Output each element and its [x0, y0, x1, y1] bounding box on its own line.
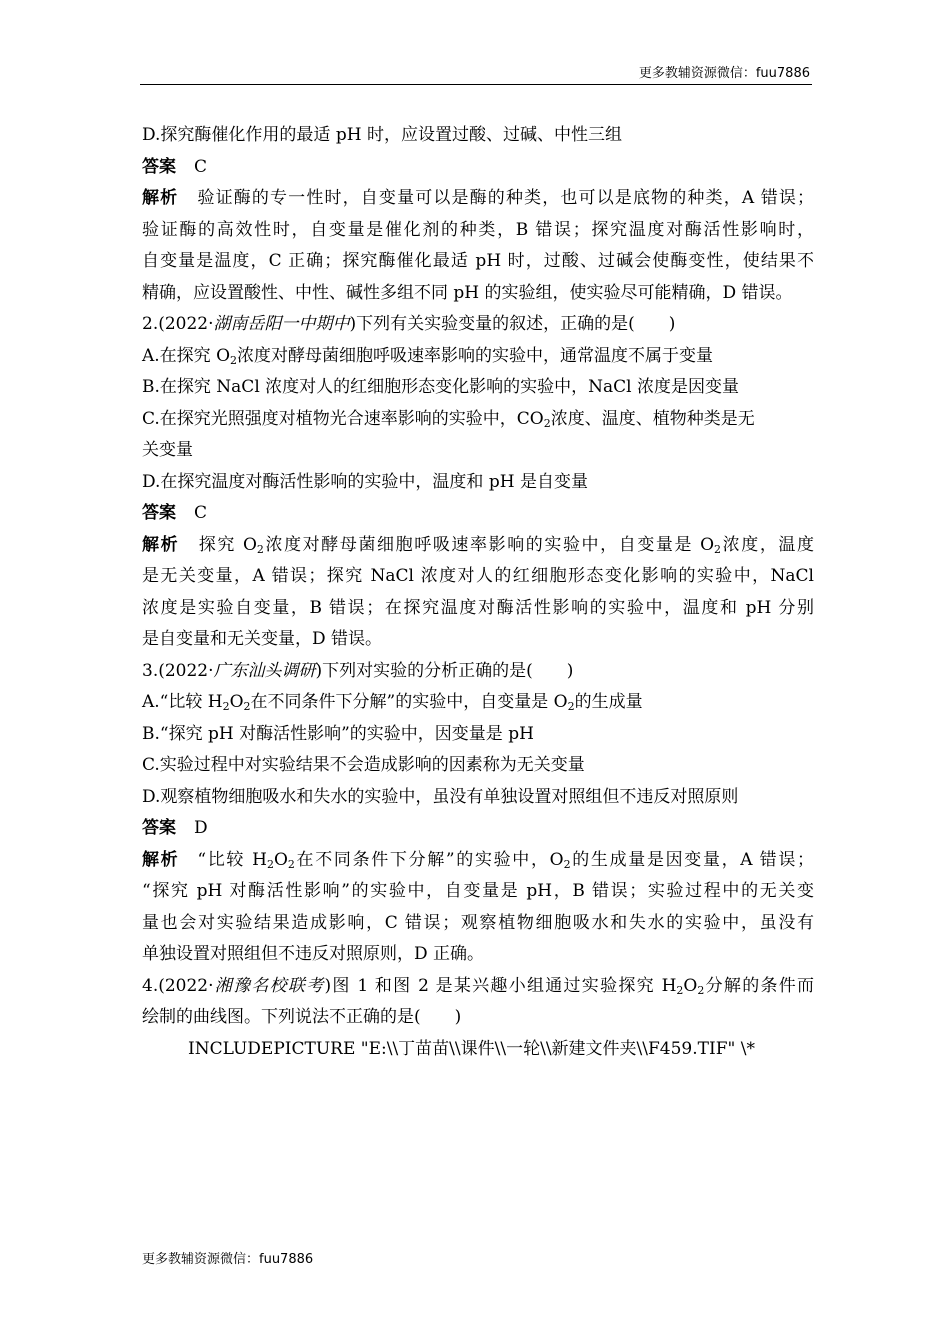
q3-a-text-4: 的生成量 — [574, 692, 643, 712]
q4-stem-text-2: O — [683, 975, 698, 996]
document-body — [142, 120, 814, 1065]
q1-analysis-line-2: 验证酶的高效性时，自变量是催化剂的种类，B 错误；探究温度对酶活性影响时， — [142, 219, 814, 240]
q3-a-text: A.“比较 H — [142, 692, 223, 712]
q2-answer — [142, 498, 814, 530]
q1-analysis-line-4: 精确，应设置酸性、中性、碱性多组不同 pH 的实验组，使实验尽可能精确，D 错误。 — [142, 282, 793, 303]
analysis-label: 解析 — [142, 188, 179, 208]
q2-analysis-line-1 — [142, 530, 814, 562]
page-footer: 更多教辅资源微信：fuu7886 — [142, 1252, 314, 1267]
subscript: 2 — [243, 700, 251, 713]
analysis-text-2: O — [273, 849, 288, 870]
analysis-text-4: 的生成量是因变量，A 错误； — [570, 849, 814, 870]
q2-analysis-line-2: 是无关变量，A 错误；探究 NaCl 浓度对人的红细胞形态变化影响的实验中，NaCl — [142, 566, 814, 586]
analysis-text-3: 在不同条件下分解”的实验中，O — [294, 849, 564, 870]
q2-option-c — [142, 404, 814, 436]
q3-source: 广东汕头调研 — [213, 660, 316, 681]
subscript: 2 — [230, 353, 238, 367]
q3-a-text-3: 在不同条件下分解”的实验中，自变量是 O — [250, 692, 568, 712]
analysis-label: 解析 — [142, 534, 180, 555]
q2-stem — [142, 309, 814, 341]
q1-option-d: D.探究酶催化作用的最适 pH 时，应设置过酸、过碱、中性三组 — [142, 125, 622, 145]
page-header: 更多教辅资源微信：fuu7886 — [638, 66, 810, 81]
q3-analysis-line-1 — [142, 845, 814, 877]
q4-stem-line-2: 绘制的曲线图。下列说法不正确的是( ) — [142, 1007, 462, 1027]
q3-a-text-2: O — [229, 692, 244, 712]
q3-stem-text: )下列对实验的分析正确的是( ) — [315, 660, 574, 681]
q1-analysis-line-1 — [142, 183, 814, 215]
answer-value: C — [194, 156, 208, 177]
q1-analysis-line-3: 自变量是温度，C 正确；探究酶催化最适 pH 时，过酸、过碱会使酶变性，使结果不 — [142, 251, 814, 271]
q2-option-c-line-2: 关变量 — [142, 440, 193, 460]
q3-answer — [142, 813, 814, 845]
q2-a-text-2: 浓度对酵母菌细胞呼吸速率影响的实验中，通常温度不属于变量 — [237, 345, 714, 366]
q2-option-b: B.在探究 NaCl 浓度对人的红细胞形态变化影响的实验中，NaCl 浓度是因变量 — [142, 377, 740, 397]
analysis-text: 探究 O — [197, 534, 257, 555]
subscript: 2 — [222, 700, 230, 713]
q3-option-a — [142, 687, 814, 719]
q2-analysis-line-4: 是自变量和无关变量，D 错误。 — [142, 629, 383, 649]
q4-stem-text-3: 分解的条件而 — [704, 975, 815, 996]
answer-value: D — [194, 818, 208, 838]
q2-number: 2.(2022· — [142, 314, 214, 334]
subscript: 2 — [714, 542, 722, 556]
q2-source: 湖南岳阳一中期中 — [213, 314, 350, 334]
subscript: 2 — [697, 983, 705, 997]
subscript: 2 — [563, 857, 571, 871]
analysis-text-3: 浓度，温度 — [721, 534, 815, 555]
q2-a-text: A.在探究 O — [142, 345, 231, 366]
include-picture-field: INCLUDEPICTURE "E:\\丁苗苗\\课件\\一轮\\新建文件夹\\F459.TIF" \* — [188, 1038, 755, 1059]
q2-c-text-2: 浓度、温度、植物种类是无 — [550, 408, 755, 429]
q3-option-b: B.“探究 pH 对酶活性影响”的实验中，因变量是 pH — [142, 723, 534, 744]
q3-number: 3.(2022· — [142, 660, 214, 681]
answer-label: 答案 — [142, 818, 176, 838]
q4-number: 4.(2022· — [142, 975, 214, 996]
q2-c-text: C.在探究光照强度对植物光合速率影响的实验中，CO — [142, 408, 544, 429]
answer-label: 答案 — [142, 156, 176, 177]
header-divider — [140, 84, 812, 85]
q4-stem — [142, 971, 814, 1003]
answer-value: C — [194, 503, 208, 523]
subscript: 2 — [266, 857, 274, 871]
answer-label: 答案 — [142, 503, 176, 523]
q4-source: 湘豫名校联考 — [213, 975, 325, 996]
q2-option-a — [142, 341, 814, 373]
analysis-text-2: 浓度对酵母菌细胞呼吸速率影响的实验中，自变量是 O — [263, 534, 715, 555]
q3-option-c: C.实验过程中对实验结果不会造成影响的因素称为无关变量 — [142, 755, 585, 775]
q3-stem — [142, 656, 814, 688]
analysis-label: 解析 — [142, 849, 180, 870]
q2-option-d: D.在探究温度对酶活性影响的实验中，温度和 pH 是自变量 — [142, 471, 588, 492]
analysis-text: 验证酶的专一性时，自变量可以是酶的种类，也可以是底物的种类，A 错误； — [196, 188, 814, 208]
subscript: 2 — [543, 416, 551, 430]
analysis-text: “比较 H — [197, 849, 267, 870]
q2-stem-text: )下列有关实验变量的叙述，正确的是( ) — [349, 314, 676, 334]
q3-option-d: D.观察植物细胞吸水和失水的实验中，虽没有单独设置对照组但不违反对照原则 — [142, 786, 739, 807]
q3-analysis-line-3: 量也会对实验结果造成影响，C 错误；观察植物细胞吸水和失水的实验中，虽没有 — [142, 912, 814, 933]
subscript: 2 — [567, 700, 575, 713]
subscript: 2 — [256, 542, 264, 556]
subscript: 2 — [676, 983, 684, 997]
subscript: 2 — [287, 857, 295, 871]
q4-stem-text: )图 1 和图 2 是某兴趣小组通过实验探究 H — [324, 975, 677, 996]
q1-answer — [142, 152, 814, 184]
q3-analysis-line-4: 单独设置对照组但不违反对照原则，D 正确。 — [142, 944, 485, 964]
q2-analysis-line-3: 浓度是实验自变量，B 错误；在探究温度对酶活性影响的实验中，温度和 pH 分别 — [142, 597, 814, 618]
q3-analysis-line-2: “探究 pH 对酶活性影响”的实验中，自变量是 pH，B 错误；实验过程中的无关变 — [142, 881, 814, 901]
